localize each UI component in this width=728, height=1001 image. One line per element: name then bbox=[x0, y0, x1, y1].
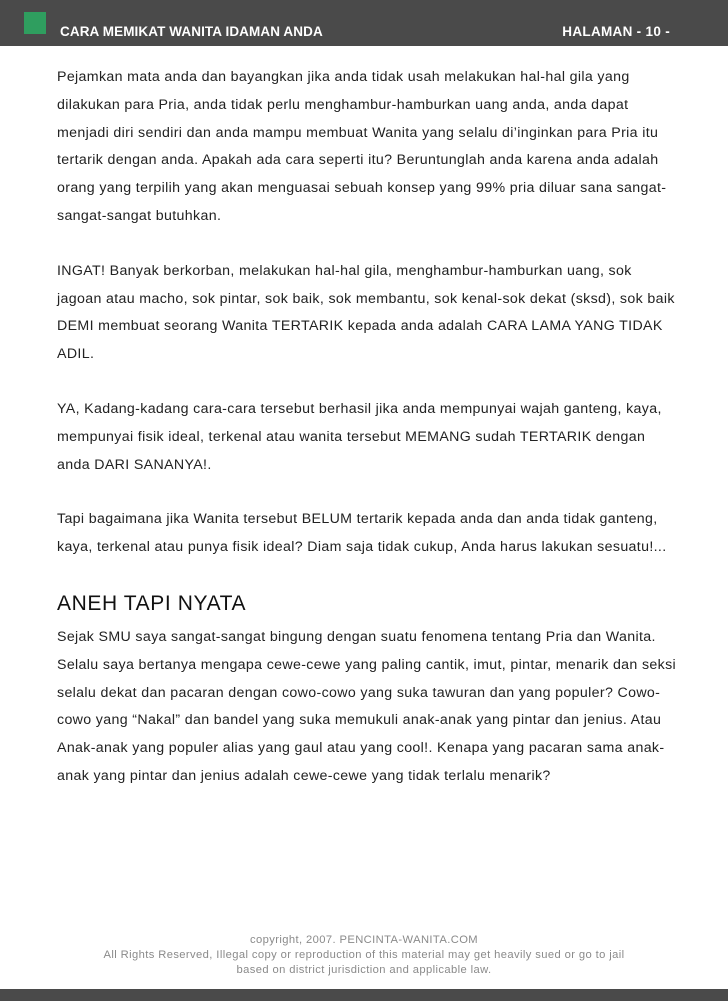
footer-rights: All Rights Reserved, Illegal copy or reproduction of this material may get heavily sued or go to jail bbox=[103, 949, 625, 961]
paragraph-2: INGAT! Banyak berkorban, melakukan hal-hal gila, menghambur-hamburkan uang, sok jagoan atau macho, sok pintar, sok baik, sok membantu, sok kenal-sok dekat (sksd), sok baik DEMI membuat seorang Wanita TERTARIK kepada anda adalah CARA LAMA YANG TIDAK ADIL. bbox=[57, 262, 675, 363]
document-title: CARA MEMIKAT WANITA IDAMAN ANDA bbox=[60, 24, 323, 39]
logo-square-icon bbox=[24, 12, 46, 34]
paragraph-1: Pejamkan mata anda dan bayangkan jika anda tidak usah melakukan hal-hal gila yang dilakukan para Pria, anda tidak perlu menghambur-hamburkan uang anda, anda dapat menjadi diri sendiri dan anda mampu membuat Wanita yang selalu di’inginkan para Pria itu tertarik dengan anda. Apakah ada cara seperti itu? Beruntunglah anda karena anda adalah orang yang terpilih yang akan menguasai sebuah konsep yang 99% pria diluar sana sangat-sangat-sangat butuhkan. bbox=[57, 69, 667, 224]
footer bbox=[0, 933, 728, 978]
footer-copyright: copyright, 2007. PENCINTA-WANITA.COM bbox=[249, 934, 479, 946]
paragraph-5: Sejak SMU saya sangat-sangat bingung dengan suatu fenomena tentang Pria dan Wanita. Selalu saya bertanya mengapa cewe-cewe yang paling cantik, imut, pintar, menarik dan seksi selalu dekat dan pacaran dengan cowo-cowo yang suka tawuran dan yang populer? Cowo-cowo yang “Nakal” dan bandel yang suka memukuli anak-anak yang pintar dan jenius. Atau Anak-anak yang populer alias yang gaul atau yang cool!. Kenapa yang pacaran sama anak-anak yang pintar dan jenius adalah cewe-cewe yang tidak terlalu menarik? bbox=[57, 628, 677, 784]
section-heading: ANEH TAPI NYATA bbox=[57, 591, 247, 615]
footer-jurisdiction: based on district jurisdiction and applicable law. bbox=[236, 964, 492, 976]
paragraph-4: Tapi bagaimana jika Wanita tersebut BELUM tertarik kepada anda dan anda tidak ganteng, kaya, terkenal atau punya fisik ideal? Diam saja tidak cukup, Anda harus lakukan sesuatu!... bbox=[57, 511, 667, 556]
paragraph-3: YA, Kadang-kadang cara-cara tersebut berhasil jika anda mempunyai wajah ganteng, kaya, mempunyai fisik ideal, terkenal atau wanita tersebut MEMANG sudah TERTARIK dengan anda DARI SANANYA!. bbox=[57, 400, 662, 473]
document-body bbox=[57, 64, 677, 818]
header-bar bbox=[0, 0, 728, 46]
footer-bar bbox=[0, 989, 728, 1001]
page-number: HALAMAN - 10 - bbox=[562, 24, 670, 39]
